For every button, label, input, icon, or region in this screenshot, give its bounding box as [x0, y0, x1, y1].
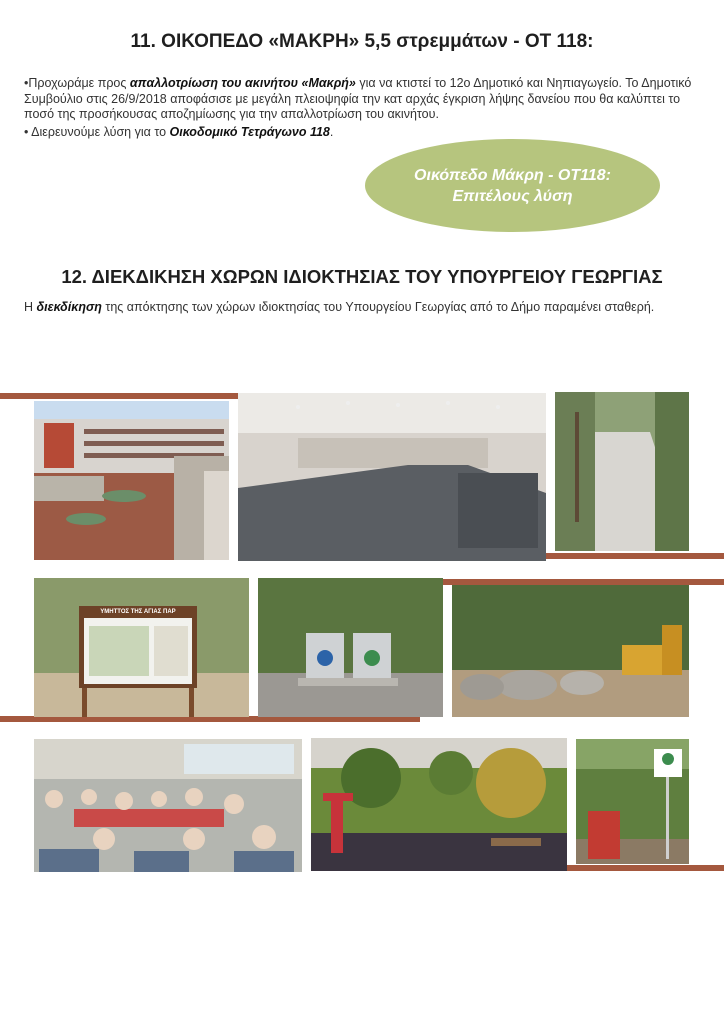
section-11-paragraph: [24, 76, 700, 123]
photo-sidewalk: [555, 392, 689, 551]
sign-heading: ΥΜΗΤΤΟΣ ΤΗΣ ΑΓΙΑΣ ΠΑΡ: [100, 609, 176, 615]
emphasis-text: απαλλοτρίωση του ακινήτου «Μακρή»: [129, 76, 356, 90]
section-12-paragraph: [24, 300, 700, 316]
callout-line-1: Οικόπεδο Μάκρη - ΟΤ118:: [414, 166, 611, 184]
text: για να κτιστεί το 12ο Δημοτικό και Νηπιαγωγείο. Το Δημοτικό Συμβούλιο στις 26/9/2018 αποφάσισε με μεγάλη πλειοψηφία την κατ αρχάς έγκριση λήψης δανείου που θα καλύπτει το ποσό της προσήκουσας αποζημίωσης για την απαλλοτρίωση του ακινήτου.: [24, 76, 692, 121]
photo-information-sign: [34, 578, 249, 717]
callout-line-2: Επιτέλους λύση: [452, 187, 573, 205]
emphasis-text: διεκδίκηση: [36, 300, 102, 314]
text: .: [329, 125, 334, 139]
photo-citizens-meeting: [34, 739, 302, 872]
photo-recycling-bins: [258, 578, 443, 717]
text: της απόκτησης των χώρων ιδιοκτησίας του Υπουργείου Γεωργίας από το Δήμο παραμένει σταθερή.: [101, 300, 655, 314]
photo-playground: [311, 738, 567, 871]
emphasis-text: Οικοδομικό Τετράγωνο 118: [169, 125, 330, 139]
text: • Διερευνούμε λύση για το: [24, 125, 170, 139]
photo-recycling-container: [576, 739, 689, 864]
text: •Προχωράμε προς: [24, 76, 130, 90]
section-12-heading: 12. ΔΙΕΚΔΙΚΗΣΗ ΧΩΡΩΝ ΙΔΙΟΚΤΗΣΙΑΣ ΤΟΥ ΥΠΟΥΡΓΕΙΟΥ ΓΕΩΡΓΙΑΣ: [61, 266, 663, 287]
callout-oval: [365, 139, 660, 232]
photo-school-building: [34, 401, 229, 560]
section-11-heading: 11. ΟΙΚΟΠΕΔΟ «ΜΑΚΡΗ» 5,5 στρεμμάτων - ΟΤ 118:: [130, 31, 594, 52]
photo-construction-pipes: [452, 585, 689, 717]
section-11-bullet: [24, 125, 700, 141]
text: Η: [24, 300, 37, 314]
photo-auditorium: [238, 393, 546, 561]
